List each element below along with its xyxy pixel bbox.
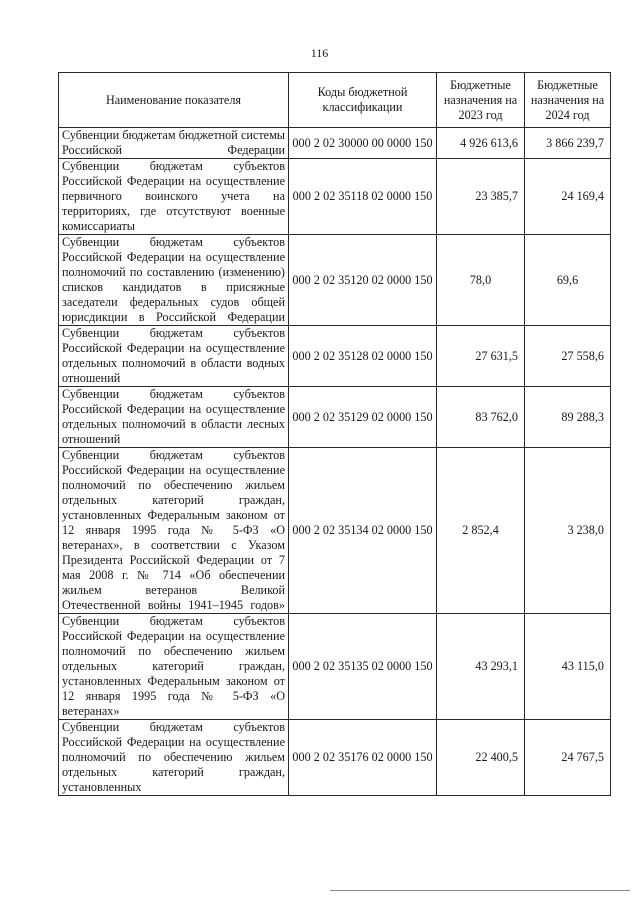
row-value-2023: 78,0 bbox=[437, 235, 525, 326]
row-name: Субвенции бюджетам субъектов Российской Федерации на осуществление отдельных полномочий в области лесных отношений bbox=[59, 387, 289, 448]
table-row bbox=[59, 128, 611, 159]
header-code: Коды бюджетной классификации bbox=[289, 73, 437, 128]
row-code: 000 2 02 35118 02 0000 150 bbox=[289, 159, 437, 235]
row-value-2023: 22 400,5 bbox=[437, 720, 525, 796]
row-value-2024: 3 866 239,7 bbox=[525, 128, 611, 159]
table-row bbox=[59, 326, 611, 387]
row-value-2023: 43 293,1 bbox=[437, 614, 525, 720]
row-name: Субвенции бюджетам субъектов Российской Федерации на осуществление полномочий по составлению (изменению) списков кандидатов в присяжные заседатели федеральных судов общей юрисдикции в Российской Федерации bbox=[59, 235, 289, 326]
header-2023: Бюджетные назначения на 2023 год bbox=[437, 73, 525, 128]
table-row bbox=[59, 720, 611, 796]
row-code: 000 2 02 35129 02 0000 150 bbox=[289, 387, 437, 448]
row-value-2024: 24 767,5 bbox=[525, 720, 611, 796]
row-value-2024: 24 169,4 bbox=[525, 159, 611, 235]
table-row bbox=[59, 614, 611, 720]
budget-table bbox=[58, 72, 611, 796]
table-row bbox=[59, 448, 611, 614]
header-2024: Бюджетные назначения на 2024 год bbox=[525, 73, 611, 128]
row-code: 000 2 02 35120 02 0000 150 bbox=[289, 235, 437, 326]
row-name: Субвенции бюджетам субъектов Российской Федерации на осуществление первичного воинского учета на территориях, где отсутствуют военные комиссариаты bbox=[59, 159, 289, 235]
row-code: 000 2 02 35134 02 0000 150 bbox=[289, 448, 437, 614]
row-value-2024: 27 558,6 bbox=[525, 326, 611, 387]
bottom-divider bbox=[330, 890, 630, 891]
row-name: Субвенции бюджетам субъектов Российской Федерации на осуществление полномочий по обеспечению жильем отдельных категорий граждан, установленных bbox=[59, 720, 289, 796]
row-name: Субвенции бюджетам субъектов Российской Федерации на осуществление отдельных полномочий в области водных отношений bbox=[59, 326, 289, 387]
row-value-2023: 27 631,5 bbox=[437, 326, 525, 387]
row-code: 000 2 02 30000 00 0000 150 bbox=[289, 128, 437, 159]
row-code: 000 2 02 35135 02 0000 150 bbox=[289, 614, 437, 720]
row-name: Субвенции бюджетам субъектов Российской Федерации на осуществление полномочий по обеспечению жильем отдельных категорий граждан, установленных Федеральным законом от 12 января 1995 года № 5-ФЗ «О ветеранах», в соответствии с Указом Президента Российской Федерации от 7 мая 2008 г. № 714 «Об обеспечении жильем ветеранов Великой Отечественной войны 1941–1945 годов» bbox=[59, 448, 289, 614]
table-row bbox=[59, 387, 611, 448]
row-name: Субвенции бюджетам бюджетной системы Российской Федерации bbox=[59, 128, 289, 159]
row-value-2024: 43 115,0 bbox=[525, 614, 611, 720]
table-row bbox=[59, 159, 611, 235]
row-value-2024: 89 288,3 bbox=[525, 387, 611, 448]
row-value-2023: 4 926 613,6 bbox=[437, 128, 525, 159]
table-row bbox=[59, 235, 611, 326]
row-value-2024: 69,6 bbox=[525, 235, 611, 326]
row-name: Субвенции бюджетам субъектов Российской Федерации на осуществление полномочий по обеспечению жильем отдельных категорий граждан, установленных Федеральным законом от 12 января 1995 года № 5-ФЗ «О ветеранах» bbox=[59, 614, 289, 720]
row-value-2023: 83 762,0 bbox=[437, 387, 525, 448]
header-name: Наименование показателя bbox=[59, 73, 289, 128]
page-number: 116 bbox=[310, 46, 329, 60]
row-code: 000 2 02 35176 02 0000 150 bbox=[289, 720, 437, 796]
row-value-2023: 2 852,4 bbox=[437, 448, 525, 614]
row-value-2023: 23 385,7 bbox=[437, 159, 525, 235]
row-value-2024: 3 238,0 bbox=[525, 448, 611, 614]
row-code: 000 2 02 35128 02 0000 150 bbox=[289, 326, 437, 387]
table-header-row bbox=[59, 73, 611, 128]
